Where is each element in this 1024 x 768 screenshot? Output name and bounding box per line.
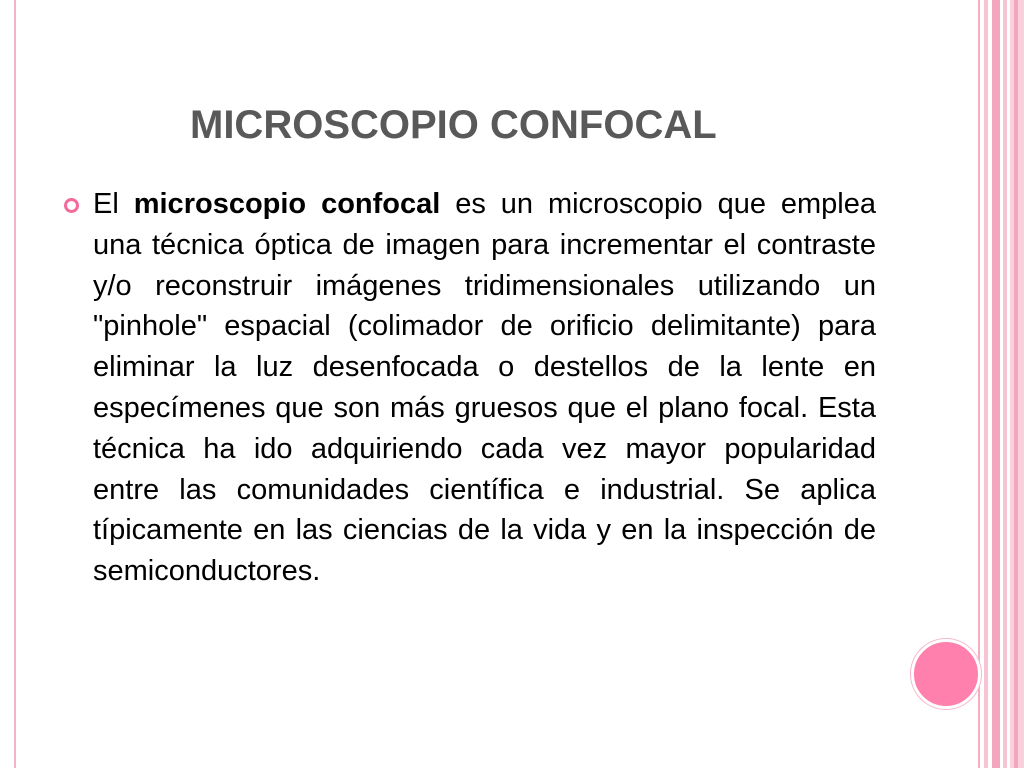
decorative-stripe: [1014, 0, 1018, 768]
decorative-stripe: [978, 0, 980, 768]
left-border-line: [14, 0, 16, 768]
bullet-bold-term: microscopio confocal: [133, 188, 441, 220]
decorative-stripe: [1003, 0, 1007, 768]
bullet-list: [64, 184, 876, 592]
decorative-stripe: [992, 0, 1000, 768]
decorative-stripe: [984, 0, 988, 768]
bullet-ring-icon: [64, 198, 79, 213]
decorative-circle: [911, 639, 981, 709]
slide-title: MICROSCOPIO CONFOCAL: [190, 103, 717, 147]
bullet-paragraph: [93, 184, 876, 592]
bullet-text: es un microscopio que emplea una técnica óptica de imagen para incrementar el contraste y/o reconstruir imágenes tridimensionales utilizando un "pinhole" espacial (colimador de orificio delimitante) para eliminar la luz desenfocada o destellos de la lente en especímenes que son más gruesos que el plano focal. Esta técnica ha ido adquiriendo cada vez mayor popularidad entre las comunidades científica e industrial. Se aplica típicamente en las ciencias de la vida y en la inspección de semiconductores.: [93, 188, 876, 588]
bullet-prefix: El: [93, 188, 119, 220]
